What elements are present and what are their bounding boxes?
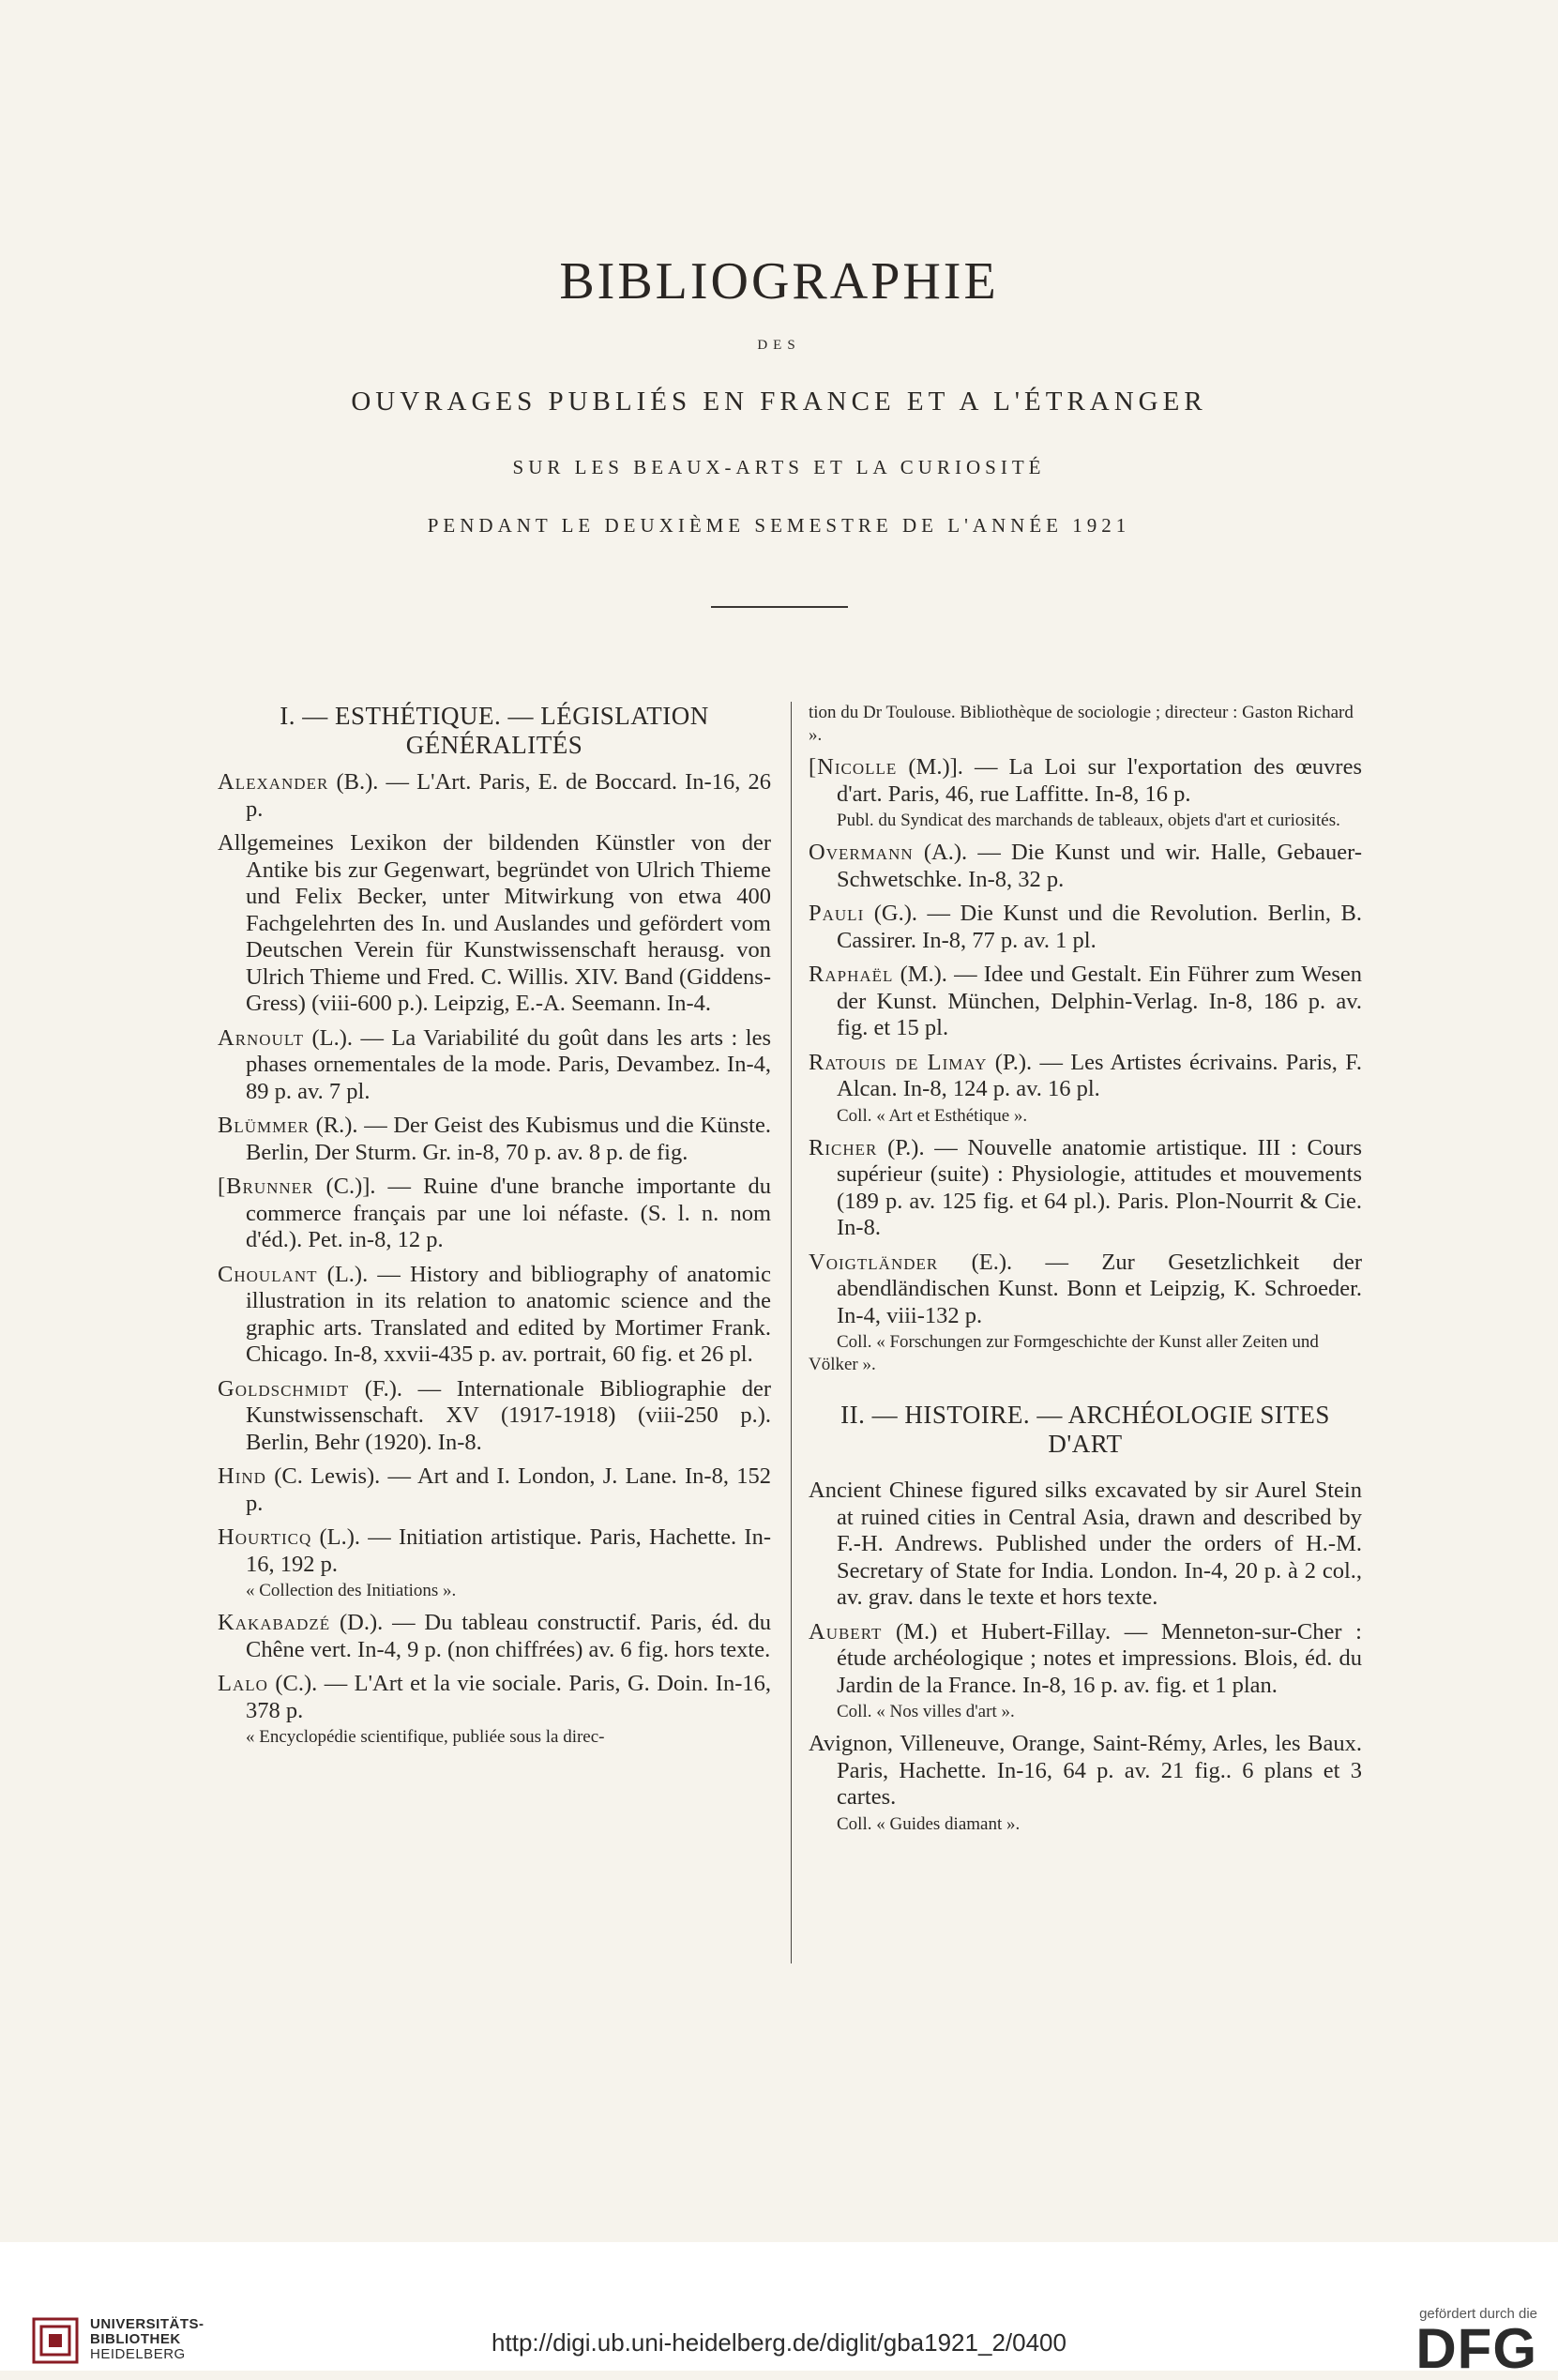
entry-author: Hourticq — [218, 1524, 312, 1550]
bib-entry — [218, 830, 771, 1018]
entry-text: (D.). — Du tableau constructif. Paris, éd. du Chêne vert. In-4, 9 p. (non chiffrées) av. 6 fig. hors texte. — [246, 1610, 771, 1662]
entry-note: Coll. « Forschungen zur Formgeschichte der Kunst aller Zeiten und Völker ». — [809, 1332, 1319, 1374]
entry-text: Allgemeines Lexikon der bildenden Künstler von der Antike bis zur Gegenwart, begründet von Ulrich Thieme und Felix Becker, unter Mitwirkung von etwa 400 Fachgelehrten des In. und Auslandes und gefördert vom Deutschen Verein für Kunstwissenschaft herausg. von Ulrich Thieme und Fred. C. Willis. XIV. Band (Giddens-Gress) (viii-600 p.). Leipzig, E.-A. Seemann. In-4. — [218, 830, 771, 1016]
entry-text: (B.). — L'Art. Paris, E. de Boccard. In-16, 26 p. — [246, 769, 771, 822]
bib-entry — [809, 962, 1362, 1042]
entry-text: (L.). — La Variabilité du goût dans les arts : les phases ornementales de la mode. Paris, Devambez. In-4, 89 p. av. 7 pl. — [246, 1024, 771, 1104]
bib-entry — [218, 1376, 771, 1457]
entry-author: Voigtländer — [809, 1249, 939, 1275]
entry-text: (C.). — L'Art et la vie sociale. Paris, G. Doin. In-16, 378 p. — [246, 1671, 771, 1723]
entry-author: [Nicolle — [809, 754, 898, 780]
bib-entry — [218, 1262, 771, 1369]
entry-text: (C. Lewis). — Art and I. London, J. Lane. In-8, 152 p. — [246, 1463, 771, 1516]
entry-note: Coll. « Nos villes d'art ». — [837, 1702, 1015, 1721]
library-name-line2: BIBLIOTHEK — [90, 2331, 181, 2347]
entry-author: Arnoult — [218, 1024, 305, 1051]
entry-author: Raphaël — [809, 962, 894, 987]
subtitle-semestre: PENDANT LE DEUXIÈME SEMESTRE DE L'ANNÉE 1921 — [427, 514, 1131, 537]
entry-text: (M.)]. — La Loi sur l'exportation des œuvres d'art. Paris, 46, rue Laffitte. In-8, 16 p. — [837, 754, 1362, 807]
entry-author: Ratouis de Limay — [809, 1049, 988, 1075]
bib-entry — [218, 1174, 771, 1254]
entry-note: « Encyclopédie scientifique, publiée sous la direc- — [246, 1727, 605, 1747]
entry-note: Coll. « Art et Esthétique ». — [837, 1105, 1028, 1126]
column-divider — [791, 702, 792, 1963]
entry-text: (P.). — Nouvelle anatomie artistique. III : Cours supérieur (suite) : Physiologie, attitudes et mouvements (189 p. av. 125 fig. et 64 pl.). Paris. Plon-Nourrit & Cie. In-8. — [837, 1134, 1362, 1240]
right-column — [809, 702, 1362, 1843]
library-name-line3: HEIDELBERG — [90, 2346, 186, 2362]
bib-entry — [218, 1610, 771, 1663]
entry-text: (G.). — Die Kunst und die Revolution. Berlin, B. Cassirer. In-8, 77 p. av. 1 pl. — [837, 901, 1362, 953]
bib-entry — [809, 1619, 1362, 1700]
entry-note-continuation: tion du Dr Toulouse. Bibliothèque de sociologie ; directeur : Gaston Richard ». — [809, 703, 1354, 745]
subtitle-des: DES — [757, 338, 801, 353]
entry-author: Alexander — [218, 769, 329, 795]
bib-entry — [218, 1463, 771, 1517]
bib-entry — [218, 1671, 771, 1724]
entry-author: Goldschmidt — [218, 1375, 350, 1402]
entry-author: Lalo — [218, 1671, 268, 1696]
section-heading-esthetique: I. — ESTHÉTIQUE. — LÉGISLATION GÉNÉRALITÉS — [280, 702, 709, 759]
entry-author: Kakabadzé — [218, 1610, 331, 1635]
entry-text: (L.). — Initiation artistique. Paris, Hachette. In-16, 192 p. — [246, 1524, 771, 1577]
entry-text: (L.). — History and bibliography of anatomic illustration in its relation to anatomic science and the graphic arts. Translated and edited by Mortimer Frank. Chicago. In-8, xxvii-435 p. av. portrait, 60 fig. et 26 pl. — [246, 1261, 771, 1367]
entry-text: (C.)]. — Ruine d'une branche importante du commerce français par une loi néfaste. (S. l. n. nom d'éd.). Pet. in-8, 12 p. — [246, 1174, 771, 1252]
entry-text: (F.). — Internationale Bibliographie der Kunstwissenschaft. XV (1917-1918) (viii-250 p.). Berlin, Behr (1920). In-8. — [246, 1375, 771, 1455]
entry-text: (E.). — Zur Gesetzlichkeit der abendländischen Kunst. Bonn et Leipzig, K. Schroeder. In-4, viii-132 p. — [837, 1249, 1362, 1328]
bib-entry — [809, 1731, 1362, 1812]
entry-text: (A.). — Die Kunst und wir. Halle, Gebauer-Schwetschke. In-8, 32 p. — [837, 840, 1362, 892]
permalink-url[interactable]: http://digi.ub.uni-heidelberg.de/diglit/gba1921_2/0400 — [492, 2328, 1066, 2357]
entry-author: Pauli — [809, 901, 865, 926]
bib-entry — [809, 1250, 1362, 1330]
library-name-line1: UNIVERSITÄTS- — [90, 2316, 204, 2332]
title-rule — [711, 606, 848, 608]
entry-author: Blümmer — [218, 1113, 310, 1138]
bib-entry — [809, 1050, 1362, 1103]
entry-note: Coll. « Guides diamant ». — [837, 1813, 1021, 1834]
dfg-logo: DFG — [1415, 2317, 1537, 2380]
entry-author: Richer — [809, 1134, 878, 1160]
bib-entry — [809, 1135, 1362, 1242]
subtitle-beaux-arts: SUR LES BEAUX-ARTS ET LA CURIOSITÉ — [512, 456, 1046, 478]
bib-entry — [218, 769, 771, 823]
bib-entry — [218, 1113, 771, 1166]
entry-text: (M.). — Idee und Gestalt. Ein Führer zum Wesen der Kunst. München, Delphin-Verlag. In-8, 186 p. av. fig. et 15 pl. — [837, 962, 1362, 1040]
subtitle-ouvrages: OUVRAGES PUBLIÉS EN FRANCE ET A L'ÉTRANGER — [351, 387, 1207, 417]
section-heading-histoire: II. — HISTOIRE. — ARCHÉOLOGIE SITES D'ART — [840, 1401, 1330, 1458]
bib-entry — [809, 1478, 1362, 1612]
bib-entry — [809, 754, 1362, 808]
sponsor-caption: gefördert durch die — [1419, 2306, 1537, 2322]
entry-author: Aubert — [809, 1618, 883, 1645]
bib-entry — [809, 901, 1362, 954]
bib-entry — [809, 840, 1362, 893]
page-title: BIBLIOGRAPHIE — [559, 252, 999, 311]
entry-text: Ancient Chinese figured silks excavated by sir Aurel Stein at ruined cities in Central Asia, drawn and described by F.-H. Andrews. Published under the orders of H.-M. Secretary of State for India. London. In-4, 20 p. à 2 col., av. grav. dans le texte et hors texte. — [809, 1478, 1362, 1610]
entry-author: Hind — [218, 1463, 266, 1489]
entry-author: [Brunner — [218, 1174, 314, 1199]
bib-entry — [218, 1524, 771, 1578]
left-column — [218, 702, 771, 1756]
bib-entry — [218, 1025, 771, 1106]
entry-author: Choulant — [218, 1261, 318, 1287]
entry-note: Publ. du Syndicat des marchands de tableaux, objets d'art et curiosités. — [837, 811, 1340, 830]
entry-text: (M.) et Hubert-Fillay. — Menneton-sur-Cher : étude archéologique ; notes et impressions. Blois, éd. du Jardin de la France. In-8, 16 p. av. fig. et 1 plan. — [837, 1618, 1362, 1698]
entry-text: Avignon, Villeneuve, Orange, Saint-Rémy, Arles, les Baux. Paris, Hachette. In-16, 64 p. av. 21 fig.. 6 plans et 3 cartes. — [809, 1731, 1362, 1810]
entry-text: (P.). — Les Artistes écrivains. Paris, F. Alcan. In-8, 124 p. av. 16 pl. — [837, 1049, 1362, 1101]
entry-author: Overmann — [809, 840, 914, 865]
entry-note: « Collection des Initiations ». — [246, 1581, 457, 1600]
entry-text: (R.). — Der Geist des Kubismus und die Künste. Berlin, Der Sturm. Gr. in-8, 70 p. av. 8 p. de fig. — [246, 1113, 771, 1165]
